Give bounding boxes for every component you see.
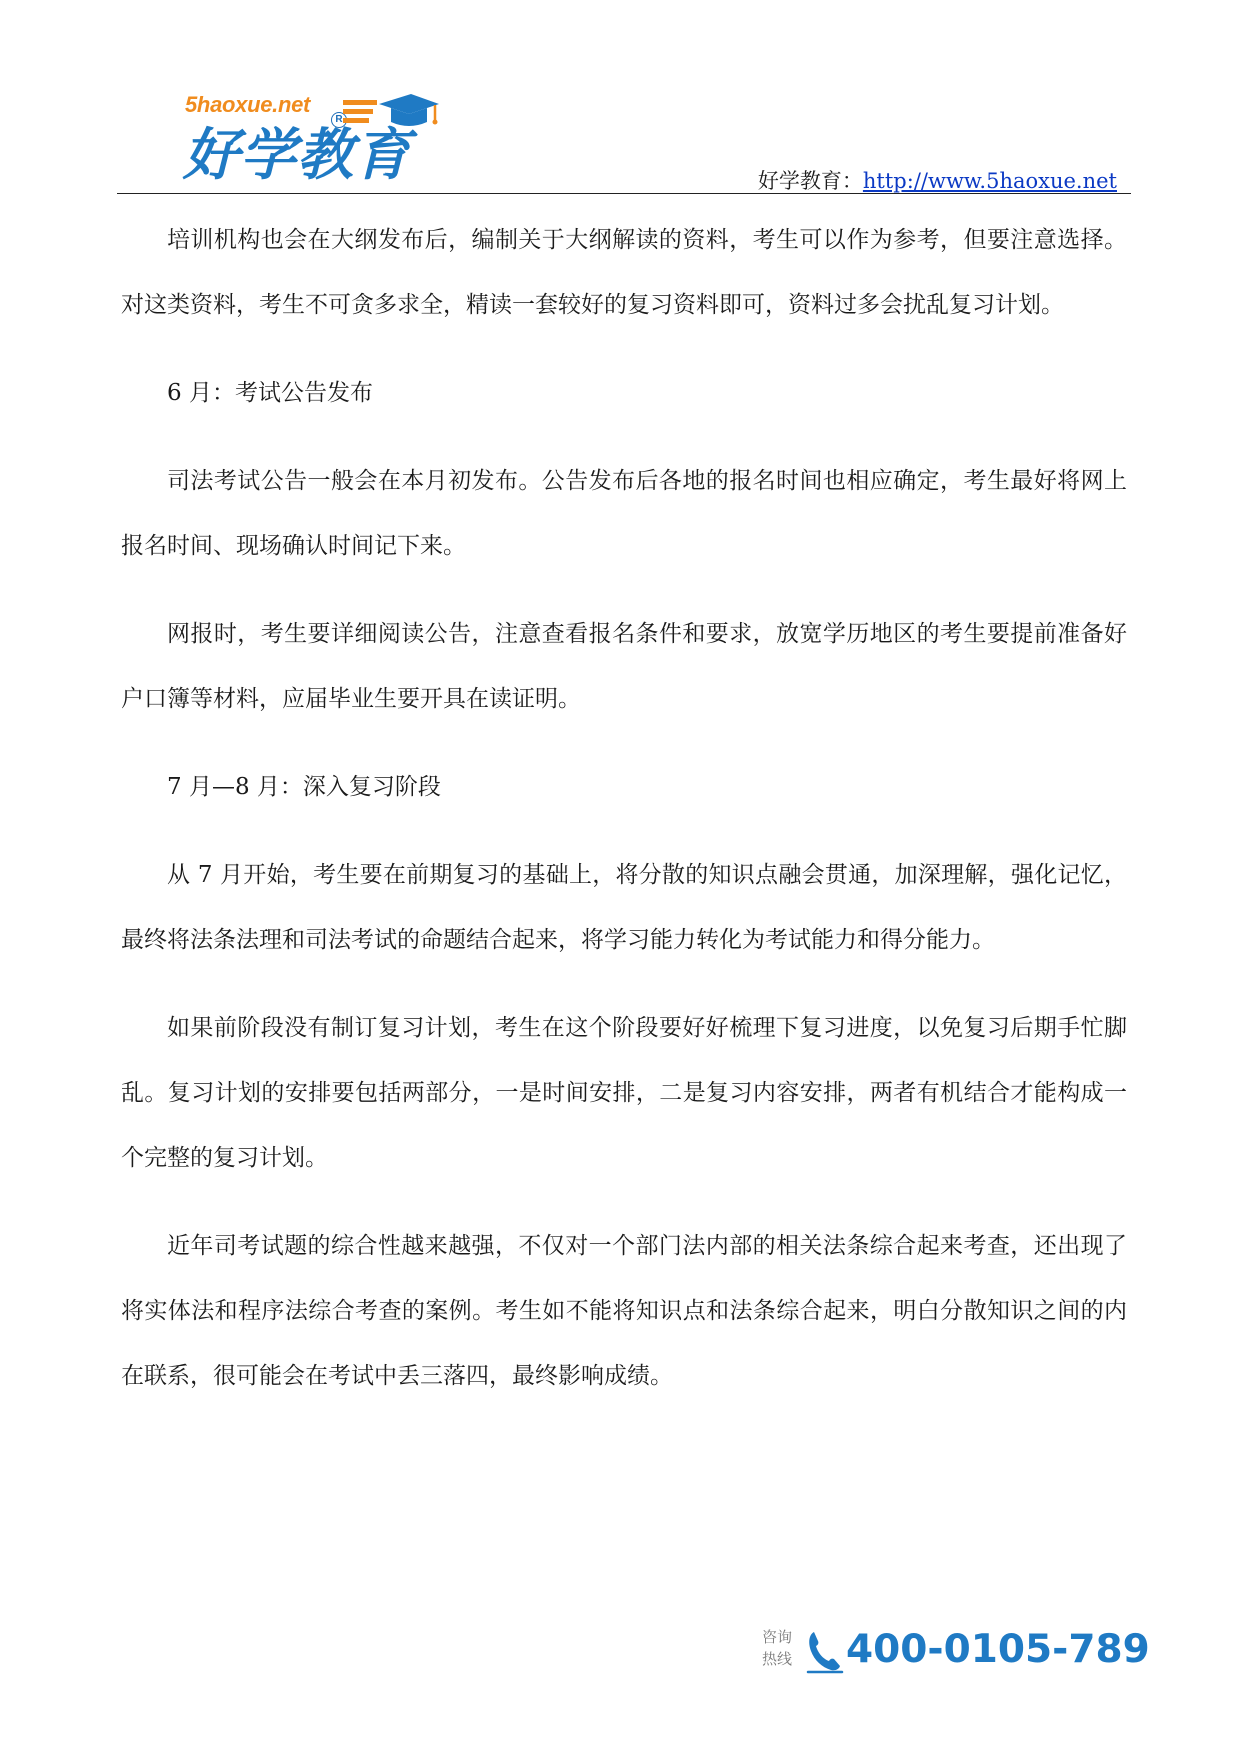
paragraph-study-materials: 培训机构也会在大纲发布后，编制关于大纲解读的资料，考生可以作为参考，但要注意选择。对这类资料，考生不可贪多求全，精读一套较好的复习资料即可，资料过多会扰乱复习计划。	[121, 227, 1127, 318]
paragraph-comprehensive-questions: 近年司考试题的综合性越来越强，不仅对一个部门法内部的相关法条综合起来考查，还出现了将实体法和程序法综合考查的案例。考生如不能将知识点和法条综合起来，明白分散知识之间的内在联系，很可能会在考试中丢三落四，最终影响成绩。	[121, 1233, 1127, 1389]
phone-icon	[804, 1628, 844, 1674]
header-divider	[117, 193, 1131, 194]
site-label: 好学教育：	[757, 169, 863, 193]
section-heading-june: 6 月：考试公告发布	[167, 380, 373, 406]
paragraph-online-registration: 网报时，考生要详细阅读公告，注意查看报名条件和要求，放宽学历地区的考生要提前准备好户口簿等材料，应届毕业生要开具在读证明。	[121, 621, 1127, 712]
hotline-label	[762, 1626, 804, 1670]
hotline-label-line1: 咨询	[762, 1628, 793, 1646]
paragraph-exam-announcement: 司法考试公告一般会在本月初发布。公告发布后各地的报名时间也相应确定，考生最好将网上报名时间、现场确认时间记下来。	[121, 468, 1127, 559]
brand-logo	[183, 92, 443, 192]
document-body	[121, 208, 1127, 1409]
logo-name: 好学教育	[183, 123, 411, 188]
site-link-line	[758, 165, 1117, 195]
registered-mark-icon: R	[331, 112, 347, 128]
paragraph-review-plan: 如果前阶段没有制订复习计划，考生在这个阶段要好好梳理下复习进度，以免复习后期手忙脚乱。复习计划的安排要包括两部分，一是时间安排，二是复习内容安排，两者有机结合才能构成一个完整的复习计划。	[121, 1015, 1127, 1171]
logo-url-text: 5haoxue.net	[185, 92, 311, 117]
consult-hotline	[762, 1622, 1150, 1682]
section-heading-july-august: 7 月—8 月：深入复习阶段	[167, 774, 441, 800]
hotline-number[interactable]: 400-0105-789	[846, 1627, 1150, 1672]
page-header	[0, 0, 1241, 200]
paragraph-deep-review: 从 7 月开始，考生要在前期复习的基础上，将分散的知识点融会贯通，加深理解，强化记忆，最终将法条法理和司法考试的命题结合起来，将学习能力转化为考试能力和得分能力。	[121, 862, 1127, 953]
site-url-link[interactable]: http://www.5haoxue.net	[862, 169, 1117, 193]
hotline-label-line2: 热线	[762, 1650, 793, 1668]
